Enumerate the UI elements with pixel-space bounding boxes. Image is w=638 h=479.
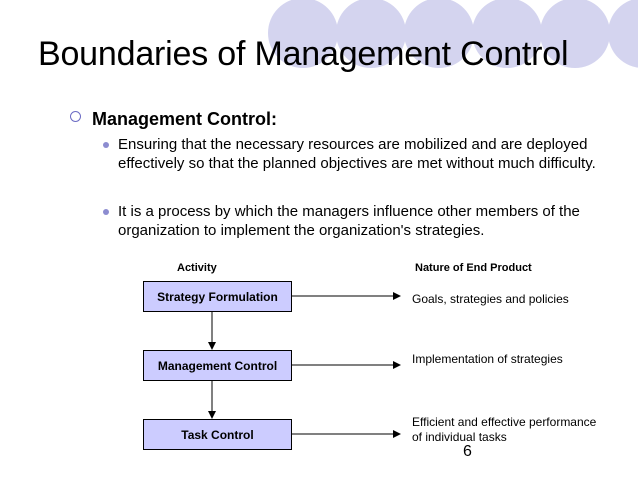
- page-number: 6: [463, 443, 472, 460]
- bullet-text: It is a process by which the managers influence other members of the organization to implement the organization's strategies.: [118, 203, 580, 239]
- product-implementation: Implementation of strategies: [412, 352, 563, 366]
- activity-box-management-control: Management Control: [143, 350, 292, 381]
- product-goals: Goals, strategies and policies: [412, 292, 569, 306]
- slide-title: Boundaries of Management Control: [38, 35, 569, 73]
- product-header: Nature of End Product: [415, 262, 532, 274]
- activity-header: Activity: [177, 262, 217, 274]
- bullet-text: Ensuring that the necessary resources are mobilized and are deployed effectively so that the planned objectives are met without much difficulty.: [118, 136, 596, 172]
- section-heading: Management Control:: [92, 109, 278, 129]
- product-task-performance: Efficient and effective performance of individual tasks: [412, 415, 597, 444]
- activity-box-task-control: Task Control: [143, 419, 292, 450]
- activity-box-strategy-formulation: Strategy Formulation: [143, 281, 292, 312]
